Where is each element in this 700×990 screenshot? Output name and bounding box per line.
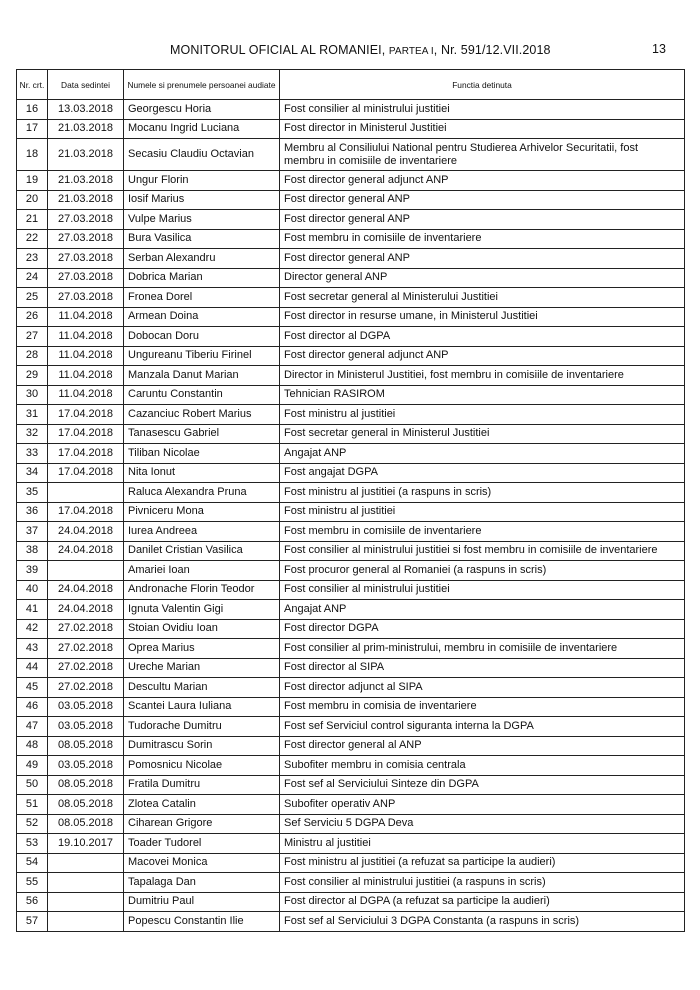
table-row [17,424,685,444]
cell-function: Fost ministru al justitiei [280,502,685,522]
table-row [17,171,685,191]
cell-function: Fost consilier al ministrului justitiei si fost membru in comisiile de inventariere [280,541,685,561]
cell-date [48,873,124,893]
table-row [17,366,685,386]
table-row [17,834,685,854]
cell-function: Fost director general adjunct ANP [280,171,685,191]
cell-function: Fost director general ANP [280,190,685,210]
table-row [17,229,685,249]
cell-nr: 31 [17,405,48,425]
table-row [17,639,685,659]
cell-name: Macovei Monica [124,853,280,873]
cell-name: Dumitrascu Sorin [124,736,280,756]
cell-function: Ministru al justitiei [280,834,685,854]
table-row [17,502,685,522]
cell-nr: 17 [17,119,48,139]
title-issue: , Nr. 591/12.VII.2018 [433,43,551,57]
table-row [17,736,685,756]
cell-nr: 28 [17,346,48,366]
cell-nr: 38 [17,541,48,561]
cell-nr: 47 [17,717,48,737]
table-row [17,307,685,327]
cell-function: Fost director general ANP [280,249,685,269]
hearings-table [16,69,685,932]
cell-name: Descultu Marian [124,678,280,698]
page-number: 13 [652,42,666,56]
cell-function: Fost director adjunct al SIPA [280,678,685,698]
cell-nr: 18 [17,139,48,171]
column-header-date: Data sedintei [48,70,124,100]
cell-nr: 27 [17,327,48,347]
cell-date: 17.04.2018 [48,424,124,444]
cell-nr: 34 [17,463,48,483]
cell-name: Dobocan Doru [124,327,280,347]
table-row [17,892,685,912]
cell-nr: 55 [17,873,48,893]
cell-date: 17.04.2018 [48,502,124,522]
cell-nr: 24 [17,268,48,288]
cell-function: Director in Ministerul Justitiei, fost membru in comisiile de inventariere [280,366,685,386]
cell-name: Iurea Andreea [124,522,280,542]
cell-date [48,853,124,873]
cell-date [48,892,124,912]
cell-function: Fost sef Serviciul control siguranta interna la DGPA [280,717,685,737]
cell-function: Sef Serviciu 5 DGPA Deva [280,814,685,834]
cell-date: 08.05.2018 [48,795,124,815]
cell-name: Stoian Ovidiu Ioan [124,619,280,639]
table-row [17,619,685,639]
cell-function: Fost secretar general al Ministerului Justitiei [280,288,685,308]
cell-name: Popescu Constantin Ilie [124,912,280,932]
cell-nr: 41 [17,600,48,620]
cell-nr: 53 [17,834,48,854]
cell-date: 21.03.2018 [48,190,124,210]
cell-date: 27.03.2018 [48,268,124,288]
cell-date: 19.10.2017 [48,834,124,854]
table-row [17,100,685,120]
cell-date: 03.05.2018 [48,756,124,776]
cell-name: Dumitriu Paul [124,892,280,912]
column-header-function: Functia detinuta [280,70,685,100]
cell-function: Fost membru in comisia de inventariere [280,697,685,717]
table-row [17,522,685,542]
cell-name: Scantei Laura Iuliana [124,697,280,717]
cell-nr: 33 [17,444,48,464]
cell-date: 17.04.2018 [48,463,124,483]
cell-nr: 44 [17,658,48,678]
cell-nr: 22 [17,229,48,249]
cell-date: 08.05.2018 [48,736,124,756]
cell-nr: 54 [17,853,48,873]
cell-nr: 32 [17,424,48,444]
cell-nr: 46 [17,697,48,717]
cell-function: Fost consilier al ministrului justitiei [280,580,685,600]
cell-date: 11.04.2018 [48,327,124,347]
cell-function: Director general ANP [280,268,685,288]
title-main: MONITORUL OFICIAL AL ROMANIEI, [170,43,389,57]
cell-name: Zlotea Catalin [124,795,280,815]
cell-function: Fost director al SIPA [280,658,685,678]
cell-name: Ungur Florin [124,171,280,191]
table-row [17,288,685,308]
table-row [17,139,685,171]
cell-nr: 25 [17,288,48,308]
cell-nr: 26 [17,307,48,327]
cell-name: Tapalaga Dan [124,873,280,893]
cell-nr: 21 [17,210,48,230]
table-row [17,697,685,717]
cell-function: Tehnician RASIROM [280,385,685,405]
table-row [17,600,685,620]
table-row [17,385,685,405]
cell-nr: 29 [17,366,48,386]
cell-date: 27.03.2018 [48,229,124,249]
cell-nr: 23 [17,249,48,269]
cell-date: 24.04.2018 [48,541,124,561]
cell-name: Cazanciuc Robert Marius [124,405,280,425]
table-row [17,873,685,893]
cell-date: 27.03.2018 [48,210,124,230]
cell-function: Fost sef al Serviciului 3 DGPA Constanta (a raspuns in scris) [280,912,685,932]
cell-nr: 43 [17,639,48,659]
table-row [17,249,685,269]
cell-nr: 35 [17,483,48,503]
cell-nr: 40 [17,580,48,600]
table-row [17,775,685,795]
table-row [17,658,685,678]
cell-name: Tanasescu Gabriel [124,424,280,444]
cell-date: 24.04.2018 [48,600,124,620]
cell-function: Fost director in resurse umane, in Ministerul Justitiei [280,307,685,327]
table-row [17,912,685,932]
cell-name: Vulpe Marius [124,210,280,230]
cell-date: 27.03.2018 [48,249,124,269]
cell-name: Tiliban Nicolae [124,444,280,464]
table-row [17,268,685,288]
table-row [17,717,685,737]
cell-nr: 57 [17,912,48,932]
page-header [0,40,700,60]
cell-name: Mocanu Ingrid Luciana [124,119,280,139]
cell-name: Iosif Marius [124,190,280,210]
cell-date: 08.05.2018 [48,814,124,834]
cell-nr: 45 [17,678,48,698]
cell-function: Fost director in Ministerul Justitiei [280,119,685,139]
cell-name: Andronache Florin Teodor [124,580,280,600]
table-row [17,580,685,600]
cell-date [48,561,124,581]
cell-date: 27.03.2018 [48,288,124,308]
cell-name: Serban Alexandru [124,249,280,269]
cell-date: 03.05.2018 [48,697,124,717]
cell-function: Fost membru in comisiile de inventariere [280,229,685,249]
publication-title [170,43,551,57]
table-row [17,678,685,698]
cell-date: 21.03.2018 [48,171,124,191]
cell-name: Ignuta Valentin Gigi [124,600,280,620]
cell-function: Fost consilier al prim-ministrului, membru in comisiile de inventariere [280,639,685,659]
table-row [17,463,685,483]
cell-date: 17.04.2018 [48,405,124,425]
cell-nr: 16 [17,100,48,120]
cell-nr: 19 [17,171,48,191]
cell-nr: 56 [17,892,48,912]
cell-nr: 36 [17,502,48,522]
cell-name: Ungureanu Tiberiu Firinel [124,346,280,366]
cell-function: Fost ministru al justitiei (a raspuns in scris) [280,483,685,503]
cell-function: Fost membru in comisiile de inventariere [280,522,685,542]
cell-function: Fost director general ANP [280,210,685,230]
cell-function: Fost director general adjunct ANP [280,346,685,366]
cell-name: Nita Ionut [124,463,280,483]
table-row [17,541,685,561]
cell-date: 27.02.2018 [48,639,124,659]
cell-name: Ciharean Grigore [124,814,280,834]
cell-date: 21.03.2018 [48,139,124,171]
cell-name: Raluca Alexandra Pruna [124,483,280,503]
cell-date: 27.02.2018 [48,678,124,698]
column-header-nr: Nr. crt. [17,70,48,100]
table-row [17,795,685,815]
cell-name: Caruntu Constantin [124,385,280,405]
table-row [17,190,685,210]
table-row [17,346,685,366]
cell-function: Angajat ANP [280,444,685,464]
table-row [17,814,685,834]
cell-function: Fost consilier al ministrului justitiei [280,100,685,120]
cell-function: Fost secretar general in Ministerul Justitiei [280,424,685,444]
cell-date: 24.04.2018 [48,522,124,542]
cell-function: Fost director al DGPA (a refuzat sa participe la audieri) [280,892,685,912]
cell-name: Secasiu Claudiu Octavian [124,139,280,171]
table-row [17,210,685,230]
cell-function: Fost ministru al justitiei [280,405,685,425]
cell-date: 11.04.2018 [48,346,124,366]
cell-date: 03.05.2018 [48,717,124,737]
cell-nr: 39 [17,561,48,581]
cell-function: Subofiter operativ ANP [280,795,685,815]
cell-date: 11.04.2018 [48,307,124,327]
cell-function: Fost director al DGPA [280,327,685,347]
cell-name: Pivniceru Mona [124,502,280,522]
cell-date: 24.04.2018 [48,580,124,600]
table-row [17,561,685,581]
cell-name: Manzala Danut Marian [124,366,280,386]
cell-nr: 52 [17,814,48,834]
cell-function: Subofiter membru in comisia centrala [280,756,685,776]
cell-function: Fost consilier al ministrului justitiei (a raspuns in scris) [280,873,685,893]
table-body [17,100,685,932]
column-header-name: Numele si prenumele persoanei audiate [124,70,280,100]
table-header [17,70,685,100]
cell-nr: 51 [17,795,48,815]
cell-function: Angajat ANP [280,600,685,620]
cell-date: 27.02.2018 [48,658,124,678]
cell-date: 08.05.2018 [48,775,124,795]
cell-name: Toader Tudorel [124,834,280,854]
cell-name: Armean Doina [124,307,280,327]
cell-function: Fost director general al ANP [280,736,685,756]
cell-nr: 48 [17,736,48,756]
table-row [17,405,685,425]
cell-name: Tudorache Dumitru [124,717,280,737]
cell-function: Fost ministru al justitiei (a refuzat sa participe la audieri) [280,853,685,873]
cell-date: 11.04.2018 [48,366,124,386]
cell-function: Fost angajat DGPA [280,463,685,483]
cell-nr: 50 [17,775,48,795]
cell-date: 17.04.2018 [48,444,124,464]
cell-name: Fratila Dumitru [124,775,280,795]
cell-nr: 30 [17,385,48,405]
cell-name: Fronea Dorel [124,288,280,308]
cell-nr: 49 [17,756,48,776]
cell-name: Ureche Marian [124,658,280,678]
cell-date: 27.02.2018 [48,619,124,639]
cell-function: Membru al Consiliului National pentru Studierea Arhivelor Securitatii, fost membru in comisiile de inventariere [280,139,685,171]
cell-date [48,483,124,503]
cell-name: Pomosnicu Nicolae [124,756,280,776]
cell-function: Fost procuror general al Romaniei (a raspuns in scris) [280,561,685,581]
cell-nr: 37 [17,522,48,542]
cell-function: Fost sef al Serviciului Sinteze din DGPA [280,775,685,795]
cell-date: 21.03.2018 [48,119,124,139]
table-row [17,483,685,503]
table-row [17,853,685,873]
cell-name: Bura Vasilica [124,229,280,249]
cell-name: Amariei Ioan [124,561,280,581]
table-row [17,756,685,776]
cell-date [48,912,124,932]
table-row [17,327,685,347]
cell-name: Georgescu Horia [124,100,280,120]
cell-name: Dobrica Marian [124,268,280,288]
cell-date: 11.04.2018 [48,385,124,405]
cell-name: Danilet Cristian Vasilica [124,541,280,561]
title-part: PARTEA I [388,46,434,57]
cell-nr: 42 [17,619,48,639]
table-row [17,119,685,139]
cell-nr: 20 [17,190,48,210]
table-row [17,444,685,464]
cell-name: Oprea Marius [124,639,280,659]
cell-function: Fost director DGPA [280,619,685,639]
cell-date: 13.03.2018 [48,100,124,120]
